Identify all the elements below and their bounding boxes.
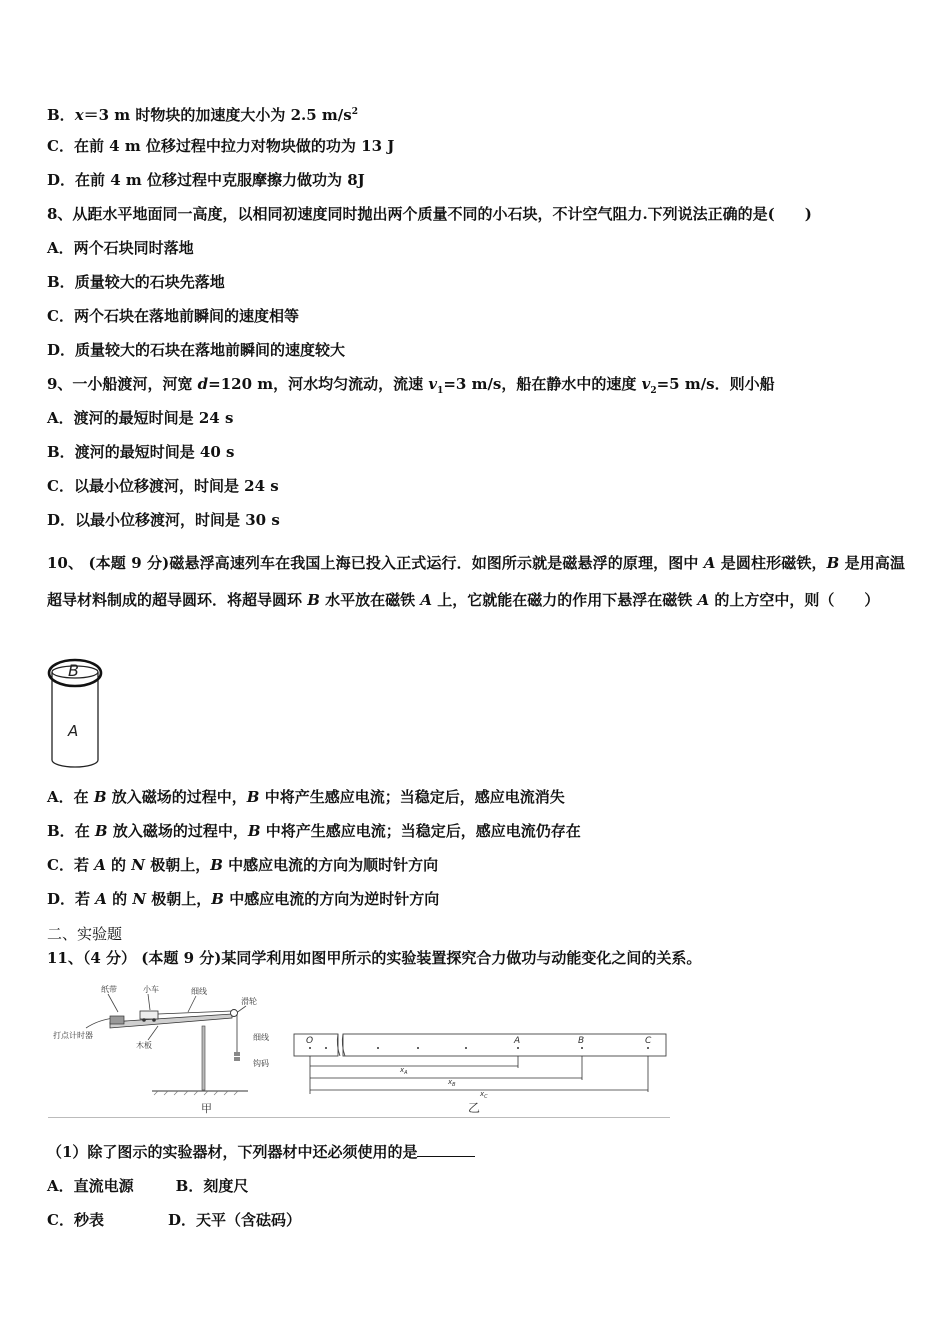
section-title: 二、实验题 <box>47 925 123 943</box>
table-leg <box>202 1026 205 1090</box>
leader-thread <box>188 996 196 1012</box>
caption-jia: 甲 <box>201 1102 212 1115</box>
label-timer: 打点计时器 <box>53 1031 93 1040</box>
label-board: 木板 <box>136 1041 152 1050</box>
label-pulley: 滑轮 <box>241 997 257 1006</box>
q9-stem: 9、一小船渡河，河宽 d=120 m，河水均匀流动，流速 $v_1=3$ m/s，船在静水中的速度 $v_2=5$ m/s．则小船 <box>47 375 775 396</box>
q9-option-b: B．渡河的最短时间是 40 s <box>47 443 235 461</box>
maglev-diagram <box>44 654 106 772</box>
label-weights: 钩码 <box>253 1059 269 1068</box>
dim-xb-label: $x_B$ <box>448 1078 456 1088</box>
dot <box>325 1047 327 1049</box>
apparatus-figure <box>48 982 288 1118</box>
weight-2 <box>234 1057 240 1061</box>
q11-stem: 11、（4 分） (本题 9 分)某同学利用如图甲所示的实验装置探究合力做功与动能变化之间的关系。 <box>47 949 702 967</box>
q9-option-a: A．渡河的最短时间是 24 s <box>47 409 234 427</box>
q11-options-row1: A．直流电源 B．刻度尺 <box>47 1177 249 1195</box>
leader-board <box>148 1026 158 1040</box>
q10-option-d: D．若 A 的 N 极朝上，B 中感应电流的方向为逆时针方向 <box>47 890 440 908</box>
caption-yi: 乙 <box>468 1101 481 1115</box>
q8-option-d: D．质量较大的石块在落地前瞬间的速度较大 <box>47 341 346 359</box>
point-b-label: B <box>578 1036 585 1046</box>
q7-option-c: C．在前 4 m 位移过程中拉力对物块做的功为 13 J <box>47 137 395 155</box>
dot-a <box>517 1047 519 1049</box>
label-thread-top: 细线 <box>191 987 207 996</box>
q11-sub1: （1）除了图示的实验器材，下列器材中还必须使用的是 <box>47 1142 475 1162</box>
floor-hatch <box>154 1091 238 1095</box>
ring-label: B <box>68 661 79 680</box>
leader-cart <box>148 994 150 1010</box>
weight-1 <box>234 1052 240 1056</box>
point-a-label: A <box>514 1036 521 1046</box>
q11-options-row2: C．秒表 D．天平（含砝码） <box>47 1211 301 1229</box>
dot <box>465 1047 467 1049</box>
q10-option-a: A．在 B 放入磁场的过程中，B 中将产生感应电流；当稳定后，感应电流消失 <box>47 788 565 806</box>
q8-option-a: A．两个石块同时落地 <box>47 239 194 257</box>
q9-option-c: C．以最小位移渡河，时间是 24 s <box>47 477 279 495</box>
q7-option-d: D．在前 4 m 位移过程中克服摩擦力做功为 8J <box>47 171 365 189</box>
q8-stem: 8、从距水平地面同一高度，以相同初速度同时抛出两个质量不同的小石块，不计空气阻力.下列说法正确的是( ) <box>47 205 812 223</box>
apparatus-diagram <box>48 982 288 1118</box>
board <box>110 1014 232 1028</box>
cart-wheel-2 <box>152 1018 156 1022</box>
q10-option-c: C．若 A 的 N 极朝上，B 中感应电流的方向为顺时针方向 <box>47 856 439 874</box>
label-thread-side: 细线 <box>253 1033 269 1042</box>
dot-o <box>309 1047 311 1049</box>
label-paper-tape: 纸带 <box>101 985 117 994</box>
tape-segment-right <box>343 1034 666 1056</box>
q10-stem: 10、 (本题 9 分)磁悬浮高速列车在我国上海已投入正式运行．如图所示就是磁悬浮的原理，图中 A 是圆柱形磁铁，B 是用高温超导材料制成的超导圆环．将超导圆环 B 水平放在磁铁 A 上，它就能在磁力的作用下悬浮在磁铁 A 的上方空中，则（ ） <box>47 554 905 609</box>
cart-wheel-1 <box>142 1018 146 1022</box>
q10-option-b: B．在 B 放入磁场的过程中，B 中将产生感应电流；当稳定后，感应电流仍存在 <box>47 822 581 840</box>
dot <box>377 1047 379 1049</box>
dot <box>417 1047 419 1049</box>
cart-body <box>140 1011 158 1019</box>
magnet-label: A <box>68 722 79 740</box>
thread <box>158 1011 232 1014</box>
pulley <box>231 1010 238 1017</box>
q8-option-b: B．质量较大的石块先落地 <box>47 273 225 291</box>
tape-segment-left <box>294 1034 338 1056</box>
q9-option-d: D．以最小位移渡河，时间是 30 s <box>47 511 280 529</box>
tape-diagram <box>290 1026 672 1118</box>
dim-xa-label: $x_A$ <box>400 1066 408 1076</box>
leader-paper <box>108 994 118 1012</box>
maglev-figure <box>44 654 106 772</box>
dot-b <box>581 1047 583 1049</box>
answer-blank[interactable] <box>417 1142 475 1157</box>
point-c-label: C <box>645 1036 652 1046</box>
point-o-label: O <box>306 1036 314 1046</box>
timer-block <box>110 1016 124 1024</box>
dim-xc-label: $x_C$ <box>480 1090 488 1100</box>
figure-baseline <box>48 1117 670 1118</box>
q8-option-c: C．两个石块在落地前瞬间的速度相等 <box>47 307 299 325</box>
label-cart: 小车 <box>143 985 159 994</box>
q7-option-b: B．x＝3 m 时物块的加速度大小为 2.5 $m/s^2$ <box>47 106 358 124</box>
tape-figure <box>290 1026 672 1118</box>
dot-c <box>647 1047 649 1049</box>
